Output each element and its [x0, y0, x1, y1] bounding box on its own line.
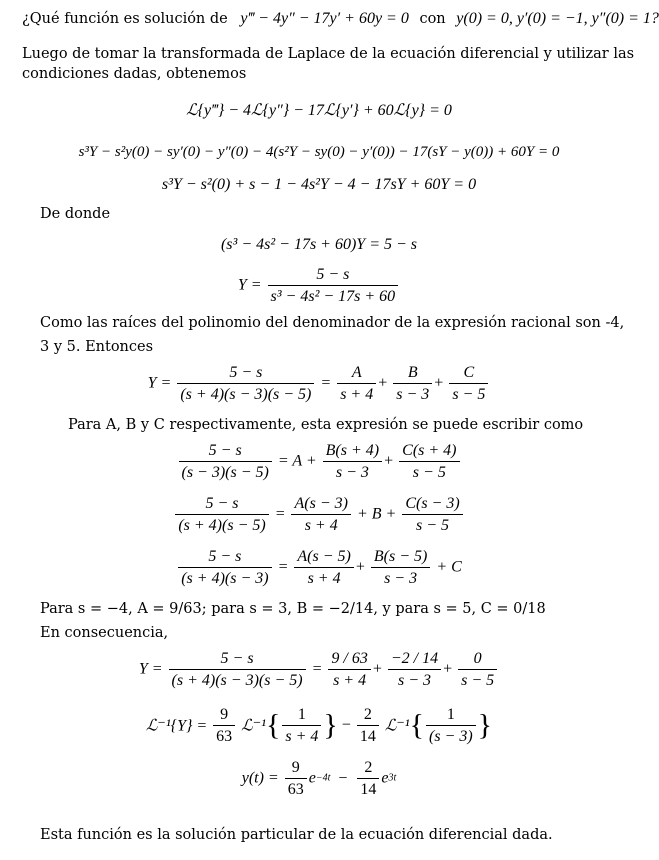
eq6-main-fraction [177, 362, 314, 405]
eq6-lhs: Y = [147, 374, 172, 392]
intro-line-1: Luego de tomar la transformada de Laplace de la ecuación diferencial y utilizar las [22, 46, 635, 62]
eq6-term-a-num: A [337, 362, 376, 384]
roots-line-2: 3 y 5. Entonces [40, 339, 154, 355]
eq8-term-c-num: C(s − 3) [402, 493, 462, 515]
eq8-term-c-den: s − 5 [415, 517, 449, 534]
eq10-term-b [388, 648, 441, 691]
eq8-den: (s + 4)(s − 5) [178, 517, 266, 534]
eq6-term-b [393, 362, 432, 405]
eq12-coef-2-den: 14 [360, 781, 377, 798]
values-line: Para s = −4, A = 9/63; para s = 3, B = −2/14, y para s = 5, C = 0/18 [40, 601, 546, 617]
eq7-mid: = A + [277, 452, 317, 470]
eq8-num: 5 − s [175, 493, 268, 515]
eq8-term-c [402, 493, 462, 536]
eq11-minus: − [341, 716, 351, 734]
eq9-term-a-num: A(s − 5) [294, 546, 353, 568]
eq8-lhs-fraction [175, 493, 268, 536]
eq11-frac-1-den: s + 4 [285, 728, 319, 745]
eq12-minus: − [338, 769, 348, 787]
eq10-term-a-num: 9 / 63 [328, 648, 370, 670]
eq9-term-a [294, 546, 353, 589]
eq12-lhs: y(t) = [241, 769, 279, 787]
eq5-fraction [268, 264, 399, 307]
eq12-exp-1-base: e [308, 769, 316, 787]
eq10-term-c [458, 648, 497, 691]
equation-form-c: $\frac{5 - s}{(s + 4)(s - 3)}$ = $\frac{A(s - 5)}{s + 4}$ + $\frac{B(s - 5)}{s - 3}$ + C [0, 546, 638, 589]
eq6-term-b-num: B [393, 362, 432, 384]
eq6-numerator: 5 − s [177, 362, 314, 384]
eq8-equals: = [274, 505, 286, 523]
eq10-lhs: Y = [138, 660, 163, 678]
equation-form-a: $\frac{5 - s}{(s - 3)(s - 5)}$ = A + $\frac{B(s + 4)}{s - 3}$ + $\frac{C(s + 4)}{s - 5}$ [0, 440, 638, 483]
eq5-numerator: 5 − s [268, 264, 399, 286]
eq5-denominator: s³ − 4s² − 17s + 60 [270, 288, 396, 305]
eq12-coef-2 [357, 757, 379, 800]
eq8-term-a [291, 493, 350, 536]
eq7-lhs-fraction [179, 440, 272, 483]
eq10-term-a [328, 648, 370, 691]
eq11-frac-1 [282, 704, 321, 747]
equation-y-rational [0, 264, 638, 307]
eq6-term-c-num: C [449, 362, 488, 384]
eq7-term-c-den: s − 5 [412, 464, 446, 481]
eq10-term-c-den: s − 5 [461, 672, 495, 689]
equation-laplace: ℒ{y‴} − 4ℒ{y″} − 17ℒ{y′} + 60ℒ{y} = 0 [186, 102, 452, 119]
eq12-exp-2-power: 3t [388, 772, 397, 784]
equation-substituted: s³Y − s²(0) + s − 1 − 4s²Y − 4 − 17sY + 60Y = 0 [161, 176, 477, 193]
eq6-term-b-den: s − 3 [396, 386, 430, 403]
eq10-den: (s + 4)(s − 3)(s − 5) [171, 672, 303, 689]
eq11-coef-1-den: 63 [216, 728, 233, 745]
de-donde-text: De donde [40, 206, 111, 222]
eq8-mid: + B + [356, 505, 397, 523]
eq9-num: 5 − s [178, 546, 271, 568]
question-con: con [419, 11, 446, 27]
equation-inverse-laplace: ℒ⁻¹{Y} = $\frac{9}{63}$ ℒ⁻¹{ $\frac{1}{s + 4}$ } − $\frac{2}{14}$ ℒ⁻¹{ $\frac{1}{(s - 3)}$ } [145, 706, 493, 745]
intro-line-2: condiciones dadas, obtenemos [22, 66, 247, 82]
eq11-coef-2-num: 2 [357, 704, 379, 726]
eq11-frac-2-den: (s − 3) [428, 728, 473, 745]
eq9-term-b-den: s − 3 [384, 570, 418, 587]
eq9-lhs-fraction [178, 546, 271, 589]
eq9-tail: + C [436, 558, 462, 576]
eq9-den: (s + 4)(s − 3) [181, 570, 269, 587]
question-line [22, 10, 659, 28]
eq9-term-b-num: B(s − 5) [371, 546, 430, 568]
eq9-equals: = [277, 558, 289, 576]
eq11-coef-2 [357, 704, 379, 747]
eq7-num: 5 − s [179, 440, 272, 462]
eq12-coef-1 [285, 757, 307, 800]
eq11-coef-2-den: 14 [359, 728, 376, 745]
eq11-coef-1 [213, 704, 235, 747]
conclusion-text: Esta función es la solución particular de la ecuación diferencial dada. [40, 827, 553, 843]
para-abc-text: Para A, B y C respectivamente, esta expresión se puede escribir como [68, 417, 584, 433]
question-ode: y‴ − 4y″ − 17y′ + 60y = 0 [240, 10, 409, 27]
equation-factored: (s³ − 4s² − 17s + 60)Y = 5 − s [220, 236, 418, 253]
eq12-exp-1-power: −4t [315, 772, 331, 784]
eq7-term-c [399, 440, 459, 483]
eq11-op-2: ℒ⁻¹ [384, 717, 410, 735]
eq10-term-b-den: s − 3 [397, 672, 431, 689]
equation-solution [0, 757, 638, 800]
equation-partial-fractions: Y = $\frac{5 - s}{(s + 4)(s - 3)(s - 5)}$ = $\frac{A}{s + 4}$ + $\frac{B}{s - 3}$ + $\frac{C}{s - 5}$ [0, 362, 638, 405]
question-lead: ¿Qué función es solución de [22, 11, 228, 27]
eq12-coef-2-num: 2 [357, 757, 379, 779]
eq10-term-a-den: s + 4 [333, 672, 367, 689]
consecuencia-text: En consecuencia, [40, 625, 169, 641]
equation-y-final-fractions: Y = $\frac{5 - s}{(s + 4)(s - 3)(s - 5)}$ = $\frac{9 / 63}{s + 4}$ + $\frac{-2 / 14}{s - 3}$ + $\frac{0}{s - 5}$ [0, 648, 638, 691]
eq11-lhs: ℒ⁻¹{Y} = [145, 717, 208, 735]
equation-expanded: s³Y − s²y(0) − sy′(0) − y″(0) − 4(s²Y − sy(0) − y′(0)) − 17(sY − y(0)) + 60Y = 0 [78, 144, 560, 160]
eq6-term-c-den: s − 5 [452, 386, 486, 403]
eq7-term-b [323, 440, 382, 483]
equation-form-b [0, 493, 638, 536]
eq11-frac-2 [426, 704, 476, 747]
eq12-coef-1-den: 63 [287, 781, 304, 798]
eq9-term-b [371, 546, 430, 589]
eq10-main-fraction [169, 648, 306, 691]
eq8-term-a-den: s + 4 [304, 517, 338, 534]
eq5-lhs: Y = [237, 276, 262, 294]
eq11-coef-1-num: 9 [213, 704, 235, 726]
eq10-equals: = [311, 660, 323, 678]
eq11-op-1: ℒ⁻¹ [241, 717, 266, 735]
eq9-term-a-den: s + 4 [307, 570, 341, 587]
eq10-num: 5 − s [169, 648, 306, 670]
eq7-term-b-num: B(s + 4) [323, 440, 382, 462]
eq12-exp-2-base: e [381, 769, 389, 787]
eq8-term-a-num: A(s − 3) [291, 493, 350, 515]
eq11-frac-1-num: 1 [282, 704, 321, 726]
eq6-term-a-den: s + 4 [340, 386, 374, 403]
eq7-den: (s − 3)(s − 5) [181, 464, 269, 481]
eq10-term-b-num: −2 / 14 [388, 648, 441, 670]
eq12-coef-1-num: 9 [285, 757, 307, 779]
eq7-term-b-den: s − 3 [335, 464, 369, 481]
roots-line-1: Como las raíces del polinomio del denominador de la expresión racional son -4, [40, 315, 625, 331]
eq6-term-a [337, 362, 376, 405]
question-ics: y(0) = 0, y′(0) = −1, y″(0) = 1? [456, 10, 659, 27]
eq11-frac-2-num: 1 [426, 704, 476, 726]
eq6-term-c [449, 362, 488, 405]
eq10-term-c-num: 0 [458, 648, 497, 670]
eq6-denominator: (s + 4)(s − 3)(s − 5) [180, 386, 312, 403]
eq7-term-c-num: C(s + 4) [399, 440, 459, 462]
eq6-equals: = [320, 374, 332, 392]
